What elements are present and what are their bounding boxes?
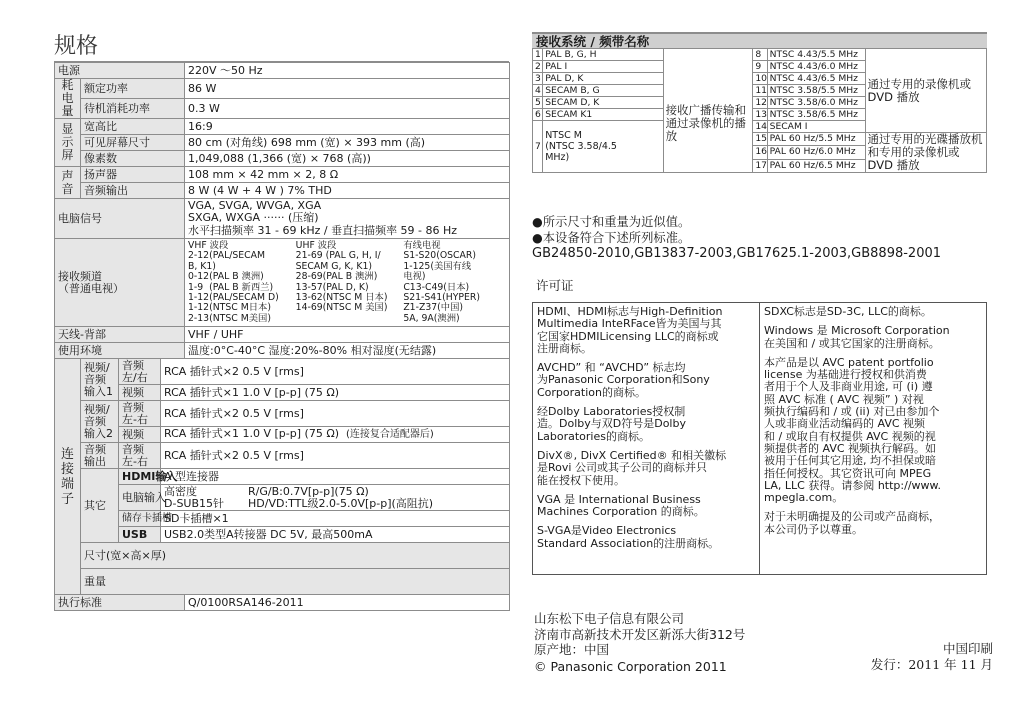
system-name: NTSC M (NTSC 3.58/4.5 MHz) [543,121,663,173]
license-box [532,302,987,575]
system-name: NTSC 4.43/6.0 MHz [767,61,865,73]
system-number: 15 [753,133,767,146]
system-name: NTSC 4.43/6.5 MHz [767,73,865,85]
printed-in: 中国印刷 [942,641,993,656]
license-paragraph: DivX®, DivX Certified® 和相关徽标 是Rovi 公司或其子公司的商标并只 能在授权下使用。 [537,448,727,487]
license-title: 许可证 [536,278,574,293]
license-left-column [533,303,759,574]
system-desc-disc: 通过专用的光碟播放机和专用的录像机或 DVD 播放 [865,133,986,173]
system-desc-broadcast: 接收广播传输和通过录像机的播放 [663,49,753,173]
consumption-group: 耗电量 [55,79,81,119]
print-info [871,641,993,673]
company-address: 济南市高新技术开发区新泺大街312号 [534,626,746,642]
spec-row-power: 电源 220V ～50 Hz [55,63,510,79]
system-name: NTSC 3.58/6.5 MHz [767,109,865,121]
system-number: 14 [753,121,767,133]
systems-title: 接收系统 / 频带名称 [532,32,987,48]
system-number: 4 [533,85,543,97]
license-paragraph: 对于未明确提及的公司或产品商标， 本公司仍予以尊重。 [764,510,940,536]
systems-table [532,48,987,173]
license-paragraph: HDMI、HDMI标志与High-Definition Multimedia InteRFace皆为美国与其 它国家HDMILicensing LLC的商标或 注册商标。 [537,305,723,355]
channel-lists: VHF 波段 2-12(PAL/SECAM B, K1) 0-12(PAL B 澳洲) 1-9 (PAL B 新西兰) 1-12(PAL/SECAM D) 1-12(NTSC M日本) 2-13(NTSC M美国) UHF 波段 21-69 (PAL G, H, I/ SECAM G, K, K1) 28-69(PAL B 澳洲) 13-57(PAL D, K) 13-62(NTSC M 日本) 14-69(NTSC M 美国) 有线电视 S1-S20(OSCAR) 1-125(美国有线 电视) C13-C49(日本) S21-S41(HYPER) Z1-Z37(中国) 5A, 9A(澳洲) [188,239,480,324]
origin: 原产地：中国 [534,642,610,657]
system-number: 11 [753,85,767,97]
system-name: NTSC 3.58/5.5 MHz [767,85,865,97]
system-name: PAL 60 Hz/6.5 MHz [767,159,865,172]
license-paragraph: 经Dolby Laboratories授权制 造。Dolby与双D符号是Dolby Laboratories的商标。 [537,405,686,443]
license-paragraph: S-VGA是Video Electronics Standard Association的注册商标。 [537,524,720,550]
system-name: PAL 60 Hz/6.0 MHz [767,146,865,159]
notes: ●所示尺寸和重量为近似值。 ●本设备符合下述所列标准。 GB24850-2010,GB13837-2003,GB17625.1-2003,GB8898-2001 [532,215,942,261]
system-number: 9 [753,61,767,73]
system-number: 12 [753,97,767,109]
system-number: 8 [753,49,767,61]
terminals-group: 连接端子 [55,359,81,595]
spec-table: 电源 220V ～50 Hz 耗电量 额定功率 86 W 待机消耗功率 0.3 W 显示屏 宽高比 16:9 可见屏幕尺寸 80 cm (对角线) 698 mm (宽) × 393 mm (高) 像素数 1,049,088 (1,366 (宽) × 768 (高)) 声音 扬声器 108 mm × 42 mm × 2, 8 Ω 音频输出 8 W (4 W + 4 W ) 7% THD 电脑信号 VGA, SVGA, WVGA, XGA SXGA, WXGA ······ (压缩) 水平扫描频率 31 - 69 kHz / 垂直扫描频率 59 - 86 Hz 接收频道 （普通电视） VHF 波段 2-12(PAL/SECAM B, K1) 0-12(PAL B 澳洲) 1-9 (PAL B 新西兰) 1-12(PAL/SECAM D) 1-12(NTSC M日本) 2-13(NTSC M美国) UHF 波段 21-69 (PAL G, H, I/ SECAM G, K, K1) 28-69(PAL B 澳洲) 13-57(PAL D, K) 13-62(NTSC M 日本) 14-69(NTSC M 美国) 有线电视 S1-S20(OSCAR) 1-125(美国有线 电视) C13-C49(日本) S21-S41(HYPER) Z1-Z37(中国) 5A, 9A(澳洲) 天线-背部 VHF / UHF 使用环境 温度:0°C-40°C 湿度:20%-80% 相对湿度(无结露) 连接端子 视频/ 音频 输入1 音频 左/右 RCA 插针式×2 0.5 V [rms] 视频 RCA 插针式×1 1.0 V [p-p] (75 Ω) 视频/ 音频 输入2 音频 左-右 RCA 插针式×2 0.5 V [rms] 视频 RCA 插针式×1 1.0 V [p-p] (75 Ω) (连接复合适配器后) 音频 输出 音频 左-右 RCA 插针式×2 0.5 V [rms] 其它 HDMI输入 A 型连接器 电脑输入 高密度 D-SUB15针 R/G/B:0.7V[p-p](75 Ω) HD/VD:TTL级2.0-5.0V[p-p](高阻抗) 储存卡插槽 SD卡插槽×1 USB USB2.0类型A转接器 DC 5V, 最高500mA 尺寸(宽×高×厚) 重量 执行标准 Q/0100RSA146-2011 [54,62,510,611]
system-name: PAL I [543,61,663,73]
system-name: NTSC 3.58/6.0 MHz [767,97,865,109]
spec-title: 规格 [54,33,509,63]
channels-label: 接收频道 [58,269,102,283]
issue-date: 发行：2011 年 11 月 [870,657,993,672]
system-number: 16 [753,146,767,159]
system-number: 17 [753,159,767,172]
copyright: © Panasonic Corporation 2011 [534,659,727,674]
system-number: 6 [533,109,543,121]
system-name: PAL 60 Hz/5.5 MHz [767,133,865,146]
system-name: SECAM I [767,121,865,133]
system-name: PAL D, K [543,73,663,85]
license-paragraph: SDXC标志是SD-3C, LLC的商标。 [764,305,932,318]
system-name: PAL B, G, H [543,49,663,61]
license-paragraph: Windows 是 Microsoft Corporation 在美国和 / 或其它国家的注册商标。 [764,324,950,350]
systems-row [533,49,987,61]
system-number: 5 [533,97,543,109]
sound-group: 声音 [55,167,81,199]
footer [534,611,745,658]
license-paragraph: VGA 是 International Business Machines Corporation 的商标。 [537,492,705,519]
company-name: 山东松下电子信息有限公司 [534,611,685,626]
license-paragraph: AVCHD” 和 “AVCHD” 标志均 为Panasonic Corporation和Sony Corporation的商标。 [537,361,710,399]
system-name: SECAM D, K [543,97,663,109]
system-name: SECAM K1 [543,109,663,121]
system-number: 13 [753,109,767,121]
display-group: 显示屏 [55,119,81,167]
license-right-column [759,303,986,574]
system-number: 7 [533,121,543,173]
system-number: 2 [533,61,543,73]
system-name: SECAM B, G [543,85,663,97]
system-name: NTSC 4.43/5.5 MHz [767,49,865,61]
system-number: 1 [533,49,543,61]
system-number: 3 [533,73,543,85]
license-paragraph: 本产品是以 AVC patent portfolio license 为基础进行授权和供消费 者用于个人及非商业用途, 可 (i) 遵 照 AVC 标准 ( AVC 视频” ) 对视 频执行编码和 / 或 (ii) 对已由参加个 人或非商业活动编码的 AVC 视频 和 / 或取自有权提供 AVC 视频的视 频提供者的 AVC 视频执行解码。如 被用于任何其它用途, 均不担保或暗 指任何授权。其它资讯可向 MPEG LA, LLC 获得。请参阅 http://www. mpegla.com。 [764,355,942,505]
system-number: 10 [753,73,767,85]
system-desc-vcr: 通过专用的录像机或 DVD 播放 [865,49,986,133]
